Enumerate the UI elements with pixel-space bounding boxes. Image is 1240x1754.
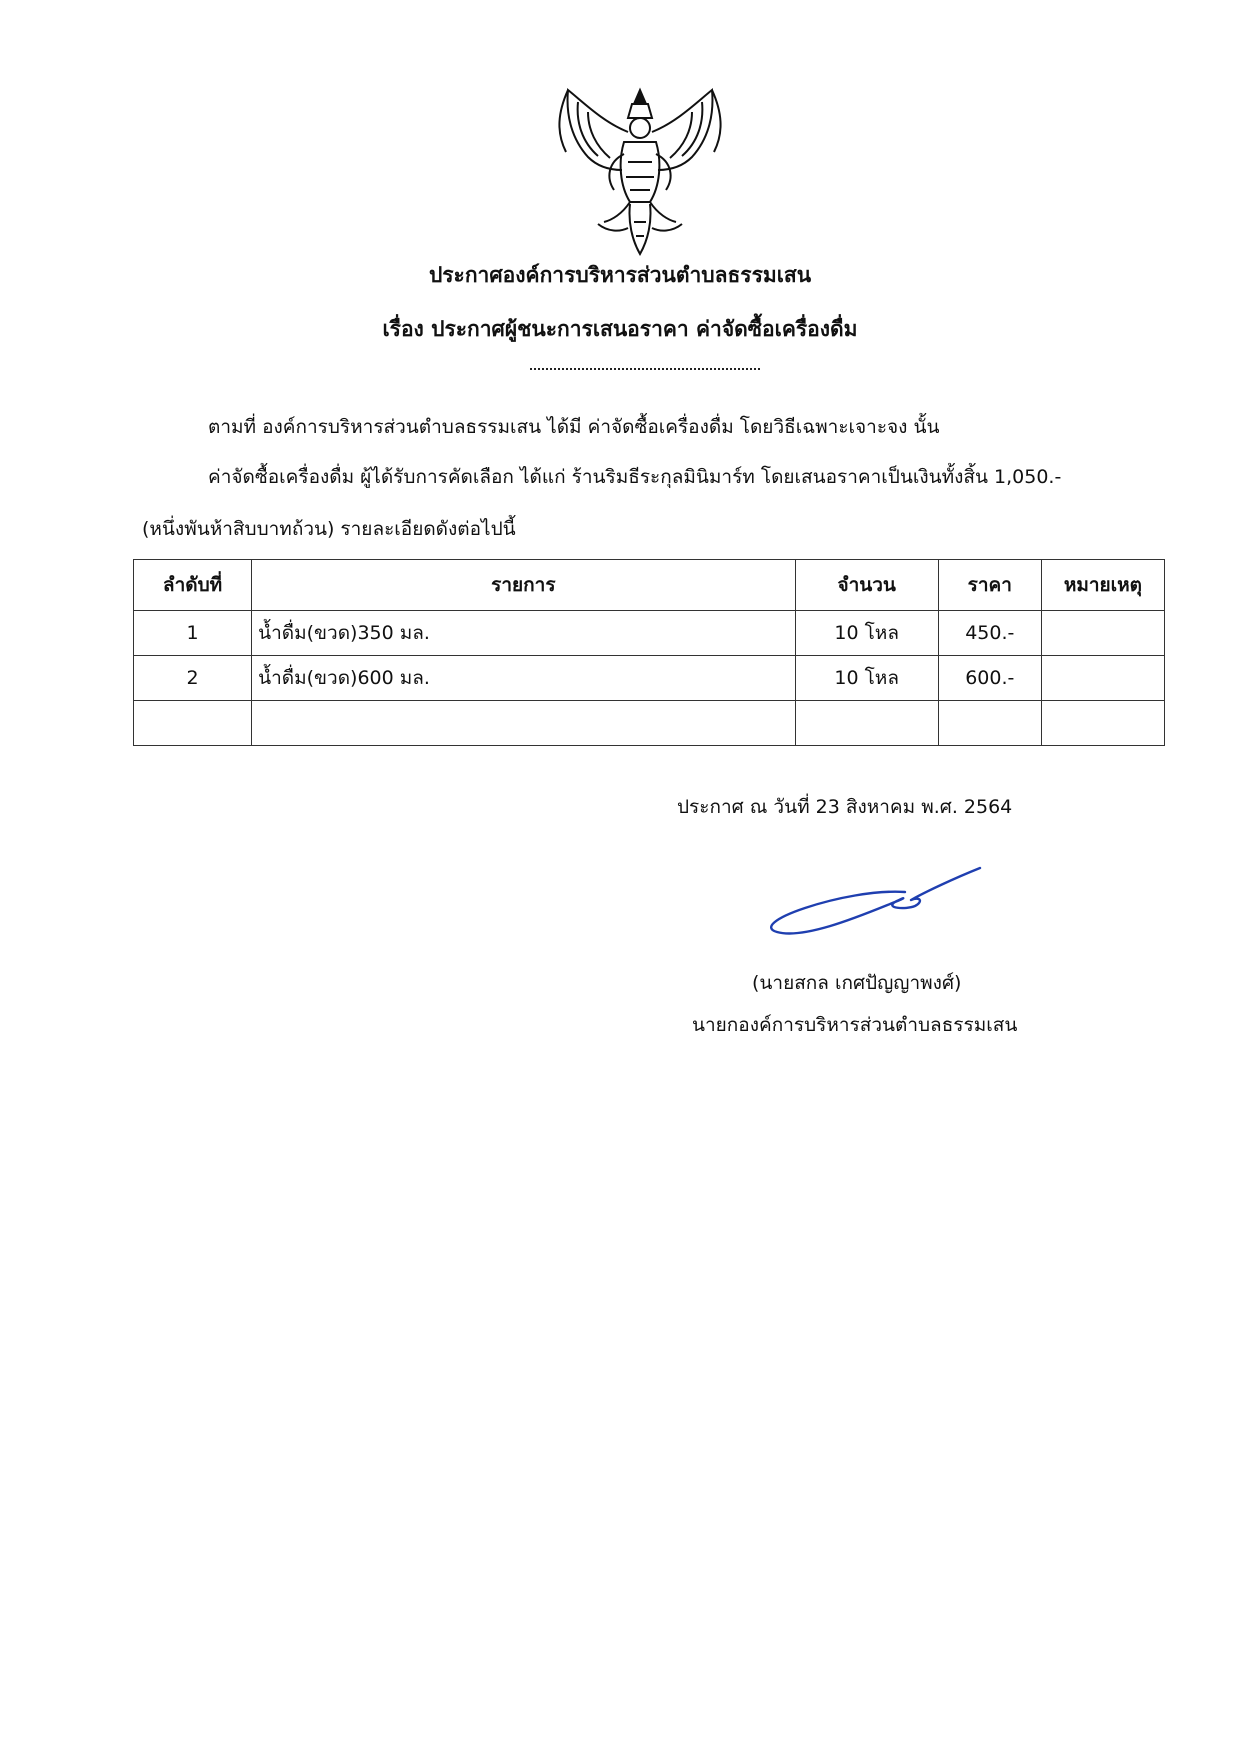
table-header-row xyxy=(134,560,1165,611)
announcement-subject: เรื่อง ประกาศผู้ชนะการเสนอราคา ค่าจัดซื้อเครื่องดื่ม xyxy=(382,317,858,341)
cell-remark xyxy=(1041,656,1164,701)
garuda-emblem-icon xyxy=(548,82,733,260)
header-item: รายการ xyxy=(252,560,796,611)
announcement-date: ประกาศ ณ วันที่ 23 สิงหาคม พ.ศ. 2564 xyxy=(677,796,1013,818)
cell-item: น้ำดื่ม(ขวด)600 มล. xyxy=(252,656,796,701)
cell-order xyxy=(134,701,252,746)
cell-remark xyxy=(1041,611,1164,656)
cell-quantity xyxy=(795,701,938,746)
cell-item: น้ำดื่ม(ขวด)350 มล. xyxy=(252,611,796,656)
cell-remark xyxy=(1041,701,1164,746)
cell-quantity: 10 โหล xyxy=(795,611,938,656)
signer-name: (นายสกล เกศปัญญาพงศ์) xyxy=(752,972,962,994)
dotted-separator xyxy=(530,362,760,370)
cell-item xyxy=(252,701,796,746)
cell-quantity: 10 โหล xyxy=(795,656,938,701)
cell-price: 450.- xyxy=(938,611,1041,656)
cell-order: 2 xyxy=(134,656,252,701)
body-paragraph-3: (หนึ่งพันห้าสิบบาทถ้วน) รายละเอียดดังต่อไปนี้ xyxy=(142,518,516,540)
table-row xyxy=(134,701,1165,746)
handwritten-signature xyxy=(755,862,995,942)
header-order: ลำดับที่ xyxy=(134,560,252,611)
header-price: ราคา xyxy=(938,560,1041,611)
table-row xyxy=(134,656,1165,701)
table-row xyxy=(134,611,1165,656)
header-remark: หมายเหตุ xyxy=(1041,560,1164,611)
items-table xyxy=(133,559,1165,746)
signer-position: นายกองค์การบริหารส่วนตำบลธรรมเสน xyxy=(692,1014,1018,1036)
header-quantity: จำนวน xyxy=(795,560,938,611)
body-paragraph-2: ค่าจัดซื้อเครื่องดื่ม ผู้ได้รับการคัดเลือก ได้แก่ ร้านริมธีระกุลมินิมาร์ท โดยเสนอราคาเป็นเงินทั้งสิ้น 1,050.- xyxy=(208,466,1062,488)
body-paragraph-1: ตามที่ องค์การบริหารส่วนตำบลธรรมเสน ได้มี ค่าจัดซื้อเครื่องดื่ม โดยวิธีเฉพาะเจาะจง นั้น xyxy=(208,416,940,438)
cell-price: 600.- xyxy=(938,656,1041,701)
cell-price xyxy=(938,701,1041,746)
announcement-title: ประกาศองค์การบริหารส่วนตำบลธรรมเสน xyxy=(428,263,812,287)
cell-order: 1 xyxy=(134,611,252,656)
